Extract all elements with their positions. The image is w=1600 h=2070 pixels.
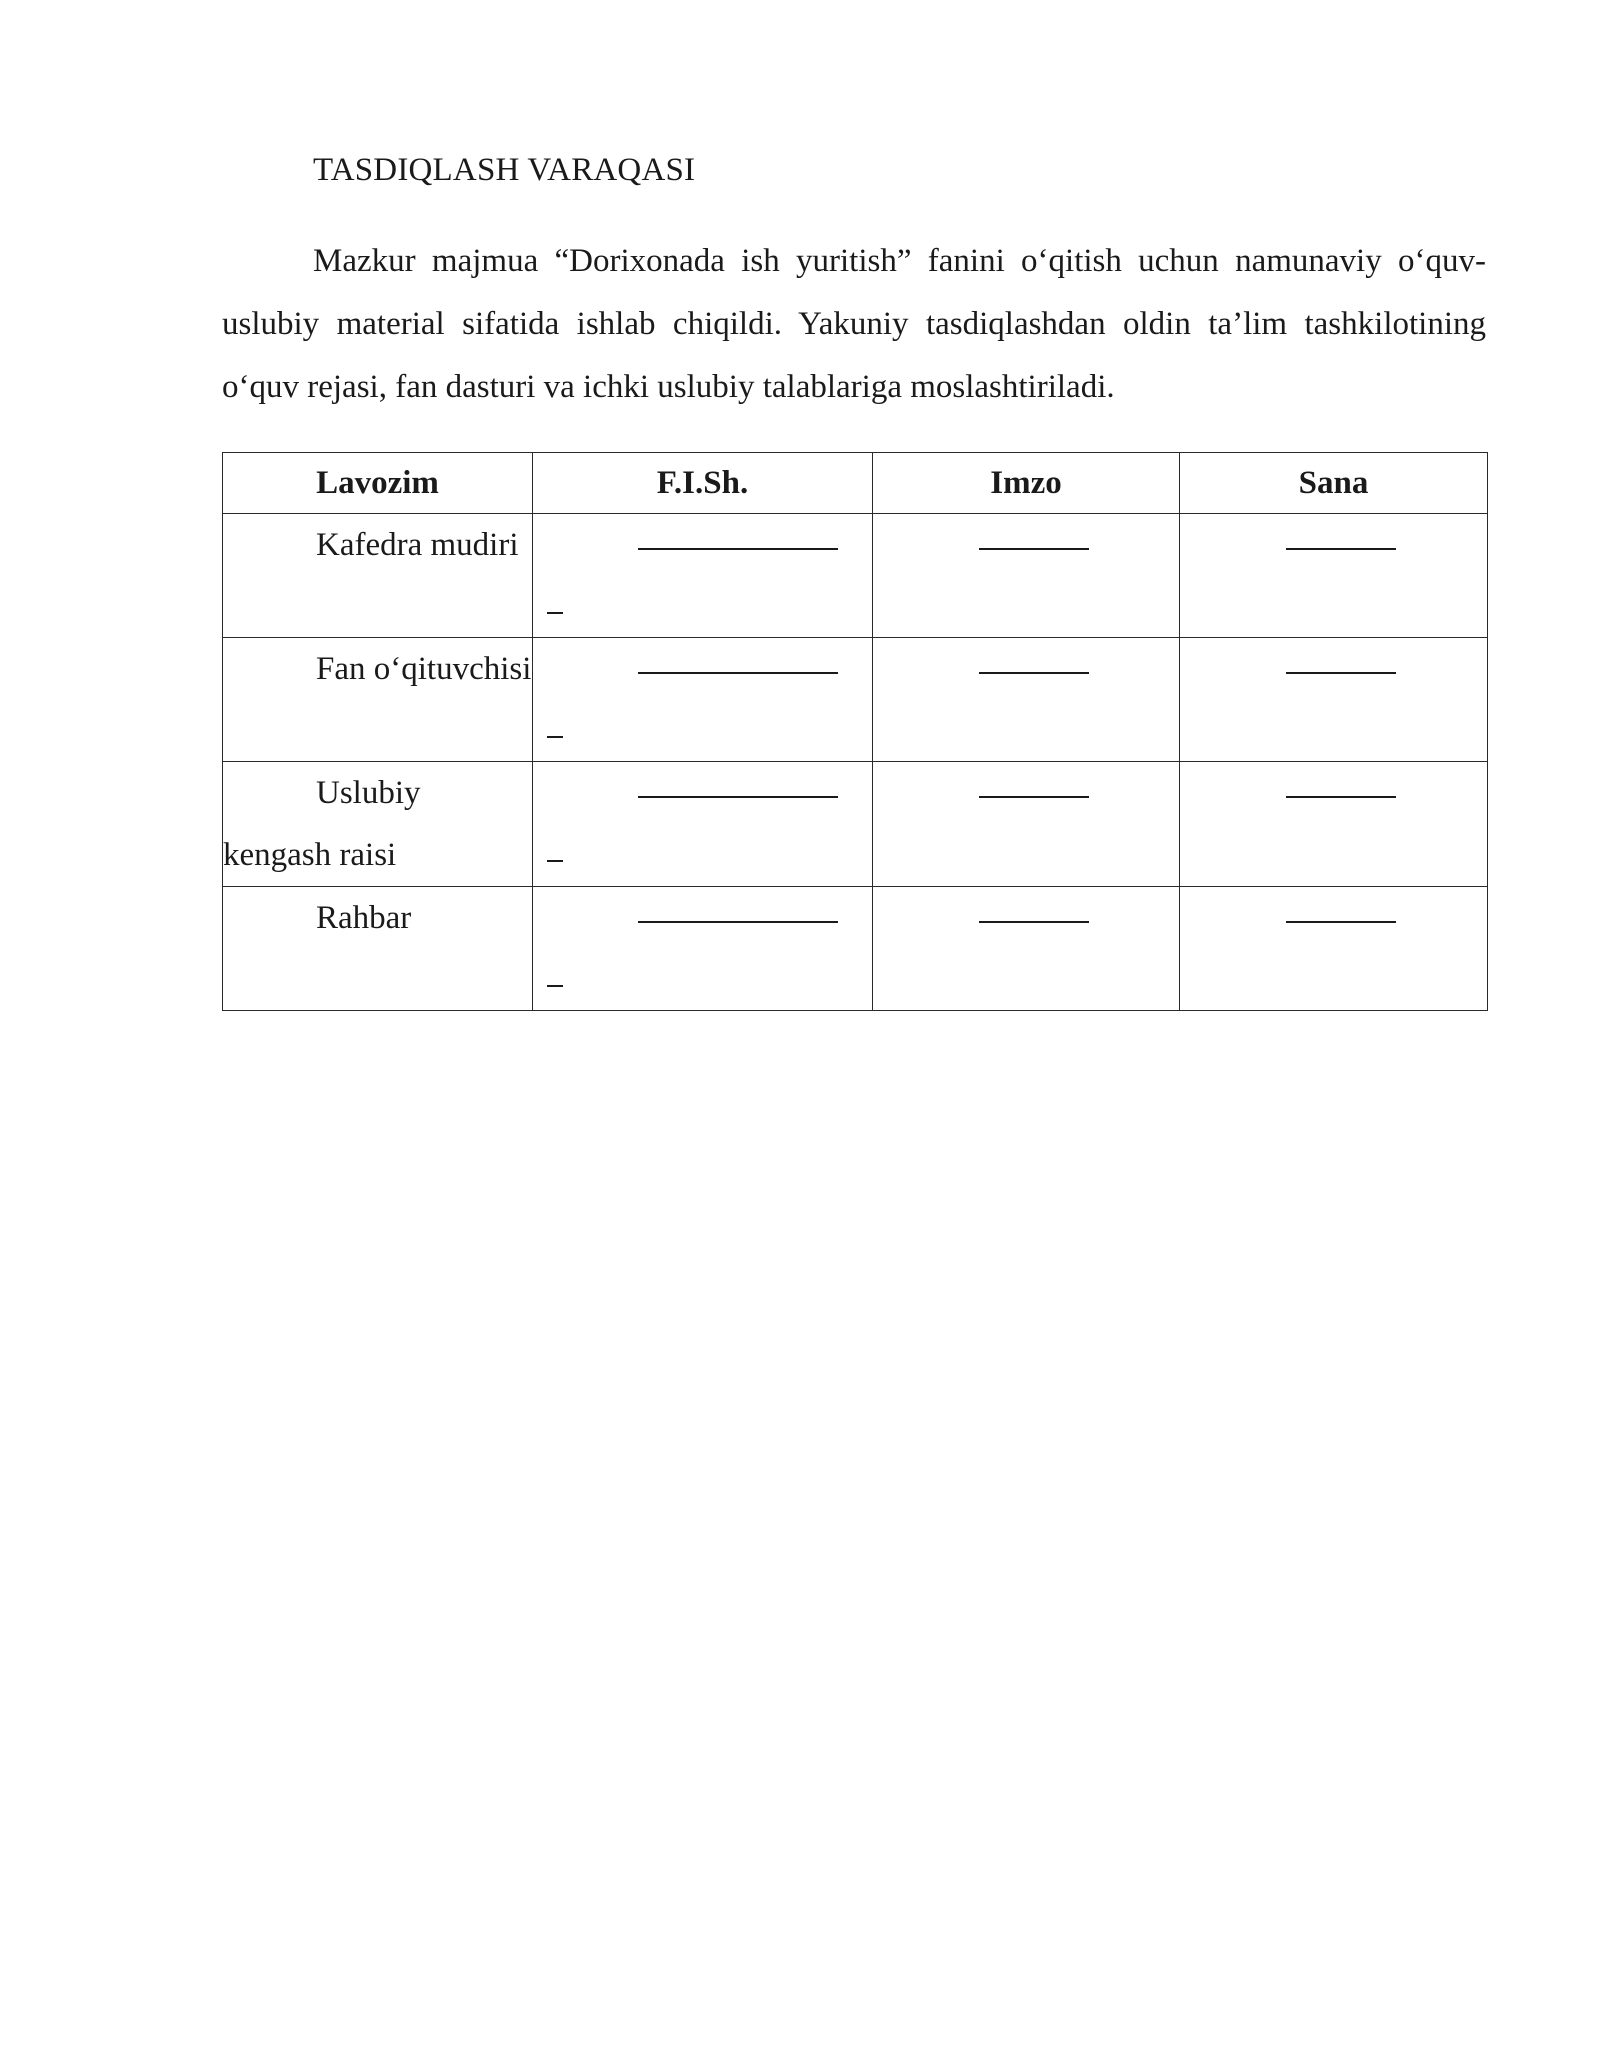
signature-blank[interactable] <box>873 762 1180 887</box>
date-underline <box>1286 548 1396 550</box>
fish-blank[interactable] <box>533 638 873 762</box>
signature-underline <box>979 921 1089 923</box>
role-cell: Uslubiy kengash raisi <box>223 762 533 887</box>
header-imzo: Imzo <box>873 453 1180 514</box>
fish-dash <box>547 612 563 614</box>
signature-underline <box>979 796 1089 798</box>
header-lavozim: Lavozim <box>223 453 533 514</box>
fish-underline <box>638 921 838 923</box>
fish-blank[interactable] <box>533 762 873 887</box>
date-blank[interactable] <box>1180 762 1488 887</box>
fish-dash <box>547 860 563 862</box>
fish-dash <box>547 985 563 987</box>
date-underline <box>1286 672 1396 674</box>
signature-blank[interactable] <box>873 514 1180 638</box>
table-header-row <box>223 453 1488 514</box>
fish-underline <box>638 796 838 798</box>
signature-underline <box>979 672 1089 674</box>
signature-blank[interactable] <box>873 887 1180 1011</box>
date-underline <box>1286 796 1396 798</box>
date-blank[interactable] <box>1180 514 1488 638</box>
fish-blank[interactable] <box>533 514 873 638</box>
fish-dash <box>547 736 563 738</box>
page-title: TASDIQLASH VARAQASI <box>313 152 696 188</box>
signature-blank[interactable] <box>873 638 1180 762</box>
table-row <box>223 762 1488 887</box>
header-sana: Sana <box>1180 453 1488 514</box>
table-row <box>223 638 1488 762</box>
intro-paragraph: Mazkur majmua “Dorixonada ish yuritish” fanini o‘qitish uchun namunaviy o‘quv-uslubiy material sifatida ishlab chiqildi. Yakuniy tasdiqlashdan oldin ta’lim tashkilotining o‘quv rejasi, fan dasturi va ichki uslubiy talablariga moslashtiriladi. <box>222 243 1486 405</box>
signature-underline <box>979 548 1089 550</box>
date-blank[interactable] <box>1180 638 1488 762</box>
date-blank[interactable] <box>1180 887 1488 1011</box>
header-fish: F.I.Sh. <box>533 453 873 514</box>
role-cell: Kafedra mudiri <box>223 514 533 638</box>
role-cell: Fan o‘qituvchisi <box>223 638 533 762</box>
table-row <box>223 514 1488 638</box>
table-row <box>223 887 1488 1011</box>
date-underline <box>1286 921 1396 923</box>
role-cell: Rahbar <box>223 887 533 1011</box>
fish-blank[interactable] <box>533 887 873 1011</box>
fish-underline <box>638 672 838 674</box>
approval-table <box>222 452 1488 1011</box>
fish-underline <box>638 548 838 550</box>
